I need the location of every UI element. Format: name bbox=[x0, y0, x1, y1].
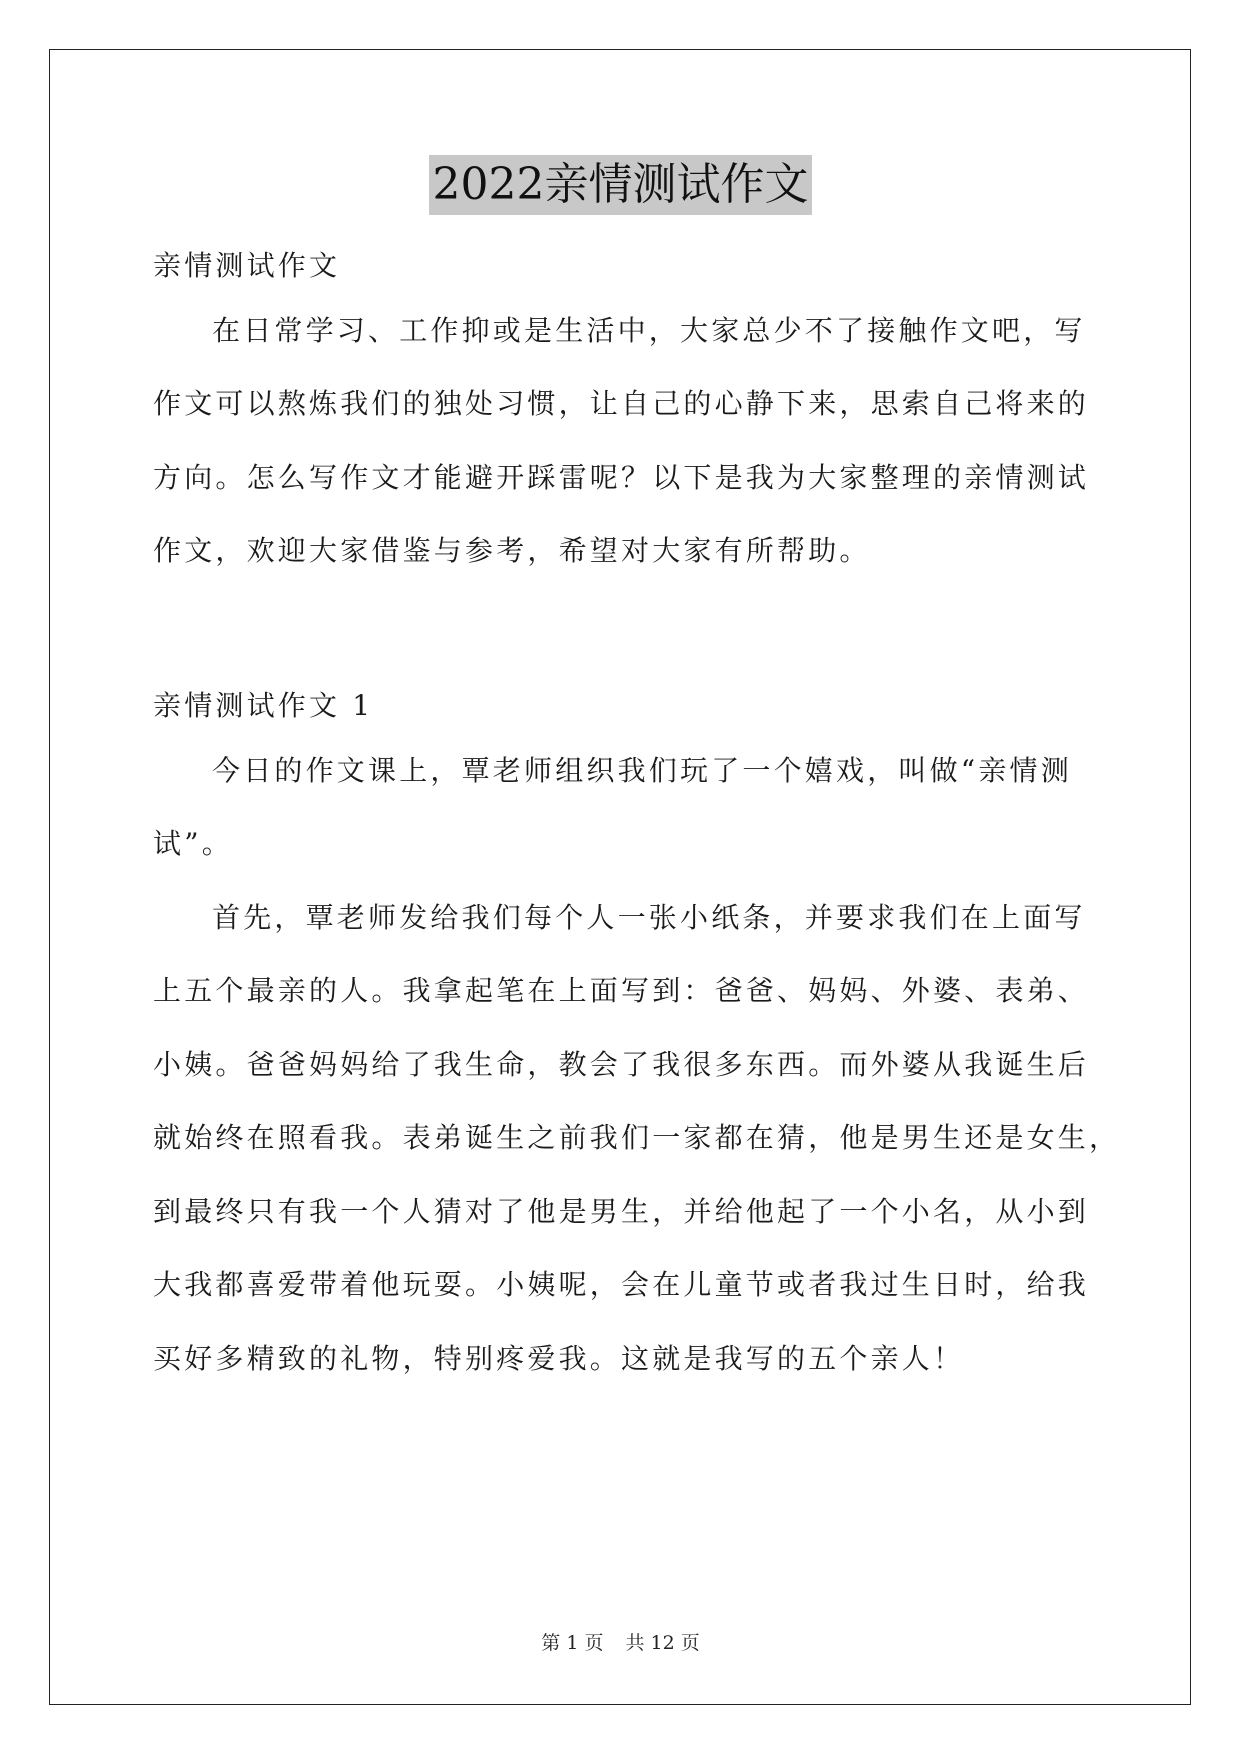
section-heading-intro: 亲情测试作文 bbox=[153, 249, 341, 282]
page-number-current: 第 1 页 bbox=[541, 1632, 604, 1654]
paragraph-line: 上五个最亲的人。我拿起笔在上面写到：爸爸、妈妈、外婆、表弟、 bbox=[153, 974, 1090, 1007]
page-footer bbox=[0, 1630, 1241, 1656]
paragraph-line: 试”。 bbox=[153, 827, 233, 860]
section-heading-essay-1: 亲情测试作文 1 bbox=[153, 689, 374, 722]
document-title-text: 2022亲情测试作文 bbox=[429, 155, 813, 215]
paragraph-line: 今日的作文课上，覃老师组织我们玩了一个嬉戏，叫做“亲情测 bbox=[212, 754, 1072, 787]
paragraph-line: 作文可以熬炼我们的独处习惯，让自己的心静下来，思索自己将来的 bbox=[153, 387, 1090, 420]
paragraph-line: 买好多精致的礼物，特别疼爱我。这就是我写的五个亲人！ bbox=[153, 1342, 965, 1375]
page-border bbox=[49, 49, 1191, 1705]
page-number-total: 共 12 页 bbox=[625, 1632, 700, 1654]
paragraph-line: 小姨。爸爸妈妈给了我生命，教会了我很多东西。而外婆从我诞生后 bbox=[153, 1048, 1090, 1081]
paragraph-line: 到最终只有我一个人猜对了他是男生，并给他起了一个小名，从小到 bbox=[153, 1195, 1090, 1228]
paragraph-line: 大我都喜爱带着他玩耍。小姨呢，会在儿童节或者我过生日时，给我 bbox=[153, 1268, 1090, 1301]
document-title bbox=[0, 155, 1241, 224]
paragraph-line: 作文，欢迎大家借鉴与参考，希望对大家有所帮助。 bbox=[153, 534, 871, 567]
paragraph-line: 就始终在照看我。表弟诞生之前我们一家都在猜，他是男生还是女生， bbox=[153, 1121, 1121, 1154]
paragraph-line: 在日常学习、工作抑或是生活中，大家总少不了接触作文吧，写 bbox=[212, 314, 1086, 347]
paragraph-line: 首先，覃老师发给我们每个人一张小纸条，并要求我们在上面写 bbox=[212, 901, 1086, 934]
paragraph-line: 方向。怎么写作文才能避开踩雷呢？以下是我为大家整理的亲情测试 bbox=[153, 461, 1090, 494]
